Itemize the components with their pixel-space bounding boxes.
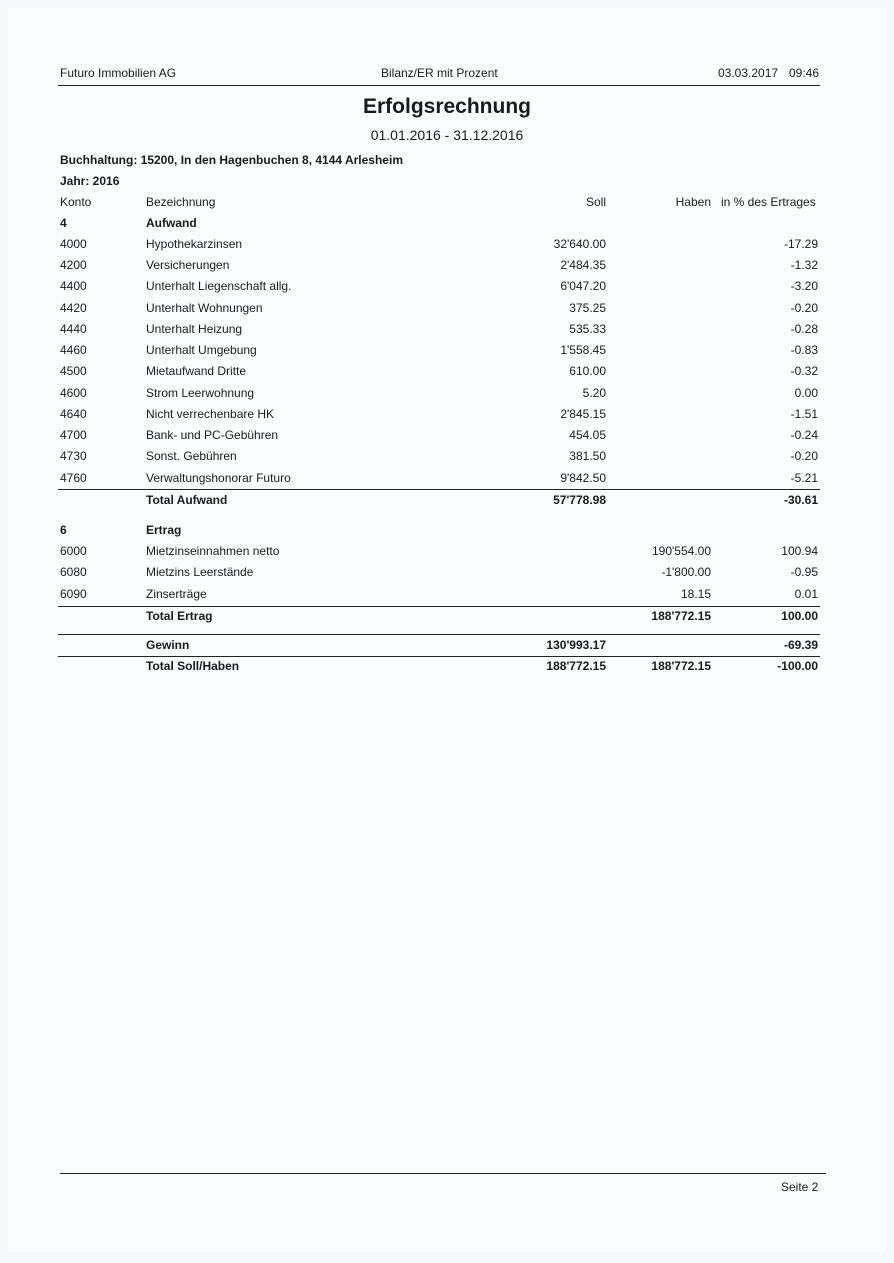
row-bezeichnung: Unterhalt Heizung xyxy=(146,322,243,336)
row-konto: 6 xyxy=(60,523,67,537)
row-konto: 4000 xyxy=(60,237,87,251)
row-bezeichnung: Total Aufwand xyxy=(146,493,228,507)
row-bezeichnung: Zinserträge xyxy=(146,587,207,601)
row-prozent: -69.39 xyxy=(783,638,818,652)
row-konto: 6090 xyxy=(60,587,87,601)
jahr-info: Jahr: 2016 xyxy=(60,174,120,188)
row-prozent: -30.61 xyxy=(783,493,818,507)
row-konto: 4400 xyxy=(60,279,87,293)
col-soll: Soll xyxy=(585,195,606,209)
row-prozent: 100.94 xyxy=(781,544,818,558)
row-soll: 5.20 xyxy=(582,386,606,400)
col-haben: Haben xyxy=(675,195,711,209)
row-bezeichnung: Verwaltungshonorar Futuro xyxy=(146,471,291,485)
rule-before-total-aufwand xyxy=(58,489,820,490)
row-prozent: -0.20 xyxy=(790,449,818,463)
row-haben: 18.15 xyxy=(680,587,711,601)
row-haben: 190'554.00 xyxy=(651,544,711,558)
row-haben: -1'800.00 xyxy=(661,565,711,579)
row-soll: 535.33 xyxy=(569,322,606,336)
row-bezeichnung: Mietzins Leerstände xyxy=(146,565,254,579)
row-bezeichnung: Aufwand xyxy=(146,216,197,230)
row-bezeichnung: Hypothekarzinsen xyxy=(146,237,243,251)
row-prozent: -0.32 xyxy=(790,364,818,378)
row-bezeichnung: Unterhalt Wohnungen xyxy=(146,301,263,315)
row-bezeichnung: Nicht verrechenbare HK xyxy=(146,407,275,421)
row-soll: 381.50 xyxy=(569,449,606,463)
row-soll: 9'842.50 xyxy=(560,471,606,485)
row-bezeichnung: Bank- und PC-Gebühren xyxy=(146,428,279,442)
col-prozent: in % des Ertrages xyxy=(721,195,816,209)
print-time: 09:46 xyxy=(789,66,820,80)
row-soll: 32'640.00 xyxy=(553,237,606,251)
row-bezeichnung: Unterhalt Umgebung xyxy=(146,343,257,357)
row-konto: 4730 xyxy=(60,449,87,463)
row-prozent: -1.51 xyxy=(790,407,818,421)
row-bezeichnung: Unterhalt Liegenschaft allg. xyxy=(146,279,292,293)
row-soll: 610.00 xyxy=(569,364,606,378)
row-konto: 4 xyxy=(60,216,67,230)
rule-before-total-ertrag xyxy=(58,606,820,607)
row-soll: 2'845.15 xyxy=(560,407,606,421)
col-bezeichnung: Bezeichnung xyxy=(146,195,216,209)
row-bezeichnung: Strom Leerwohnung xyxy=(146,386,255,400)
row-konto: 4760 xyxy=(60,471,87,485)
page-number: Seite 2 xyxy=(781,1180,819,1194)
row-prozent: -0.28 xyxy=(790,322,818,336)
row-konto: 4420 xyxy=(60,301,87,315)
col-konto: Konto xyxy=(60,195,92,209)
row-prozent: -0.24 xyxy=(790,428,818,442)
row-konto: 6080 xyxy=(60,565,87,579)
row-bezeichnung: Total Soll/Haben xyxy=(146,659,240,673)
row-soll: 375.25 xyxy=(569,301,606,315)
row-konto: 4500 xyxy=(60,364,87,378)
row-soll: 454.05 xyxy=(569,428,606,442)
row-prozent: -5.21 xyxy=(790,471,818,485)
row-bezeichnung: Versicherungen xyxy=(146,258,230,272)
row-prozent: 100.00 xyxy=(781,609,818,623)
row-soll: 130'993.17 xyxy=(546,638,606,652)
print-date: 03.03.2017 xyxy=(718,66,779,80)
report-name: Bilanz/ER mit Prozent xyxy=(381,66,498,80)
row-prozent: -3.20 xyxy=(790,279,818,293)
row-haben: 188'772.15 xyxy=(651,609,711,623)
row-konto: 4200 xyxy=(60,258,87,272)
rule-before-gewinn xyxy=(58,634,820,635)
row-konto: 6000 xyxy=(60,544,87,558)
row-konto: 4440 xyxy=(60,322,87,336)
row-prozent: -17.29 xyxy=(783,237,818,251)
footer-rule xyxy=(60,1173,826,1174)
row-soll: 6'047.20 xyxy=(560,279,606,293)
row-konto: 4460 xyxy=(60,343,87,357)
company-name: Futuro Immobilien AG xyxy=(60,66,177,80)
row-bezeichnung: Mietaufwand Dritte xyxy=(146,364,247,378)
row-konto: 4700 xyxy=(60,428,87,442)
row-soll: 2'484.35 xyxy=(560,258,606,272)
buchhaltung-info: Buchhaltung: 15200, In den Hagenbuchen 8, 4144 Arlesheim xyxy=(60,153,403,167)
report-period: 01.01.2016 - 31.12.2016 xyxy=(370,127,524,143)
row-prozent: -0.95 xyxy=(790,565,818,579)
row-bezeichnung: Total Ertrag xyxy=(146,609,213,623)
header-rule xyxy=(58,85,820,86)
row-konto: 4640 xyxy=(60,407,87,421)
row-soll: 188'772.15 xyxy=(546,659,606,673)
row-haben: 188'772.15 xyxy=(651,659,711,673)
row-prozent: -0.83 xyxy=(790,343,818,357)
row-bezeichnung: Ertrag xyxy=(146,523,182,537)
row-bezeichnung: Sonst. Gebühren xyxy=(146,449,237,463)
row-prozent: -0.20 xyxy=(790,301,818,315)
row-konto: 4600 xyxy=(60,386,87,400)
page-title: Erfolgsrechnung xyxy=(362,95,531,118)
row-bezeichnung: Mietzinseinnahmen netto xyxy=(146,544,280,558)
rule-before-total-soll-haben xyxy=(58,656,820,657)
row-soll: 57'778.98 xyxy=(553,493,606,507)
row-prozent: -100.00 xyxy=(777,659,818,673)
row-prozent: 0.01 xyxy=(794,587,818,601)
row-prozent: 0.00 xyxy=(794,386,818,400)
row-bezeichnung: Gewinn xyxy=(146,638,190,652)
row-prozent: -1.32 xyxy=(790,258,818,272)
row-soll: 1'558.45 xyxy=(560,343,606,357)
